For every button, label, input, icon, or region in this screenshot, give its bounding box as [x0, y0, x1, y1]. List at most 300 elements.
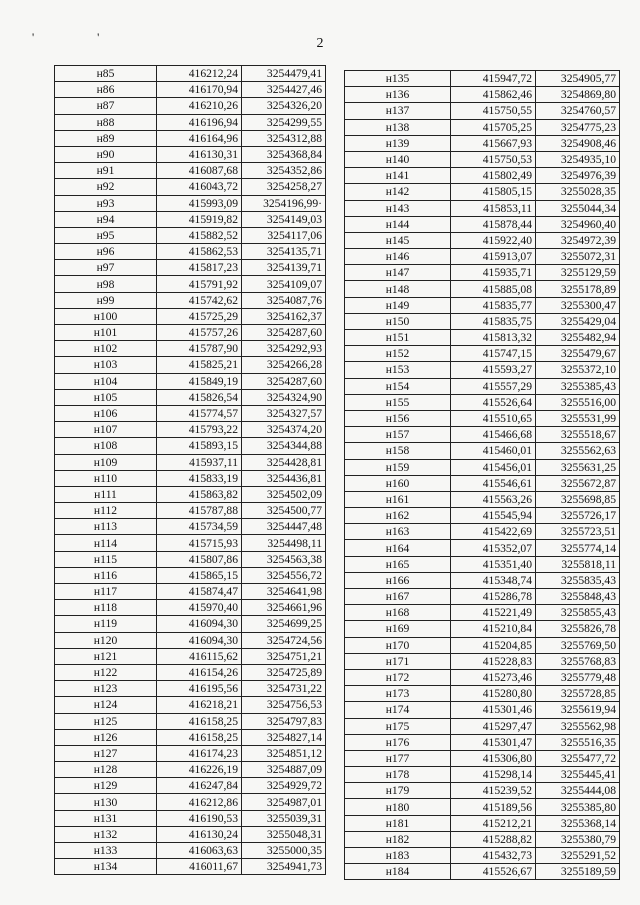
table-row [55, 422, 326, 438]
x-coordinate: 415893,15 [157, 438, 242, 454]
x-coordinate: 415774,57 [157, 405, 242, 421]
y-coordinate: 3254374,20 [242, 422, 326, 438]
x-coordinate: 415546,61 [451, 475, 536, 491]
y-coordinate: 3254887,09 [242, 762, 326, 778]
table-row [55, 778, 326, 794]
table-row [345, 103, 620, 119]
point-id: н113 [55, 519, 157, 535]
table-row [345, 313, 620, 329]
table-row [345, 410, 620, 426]
point-id: н134 [55, 859, 157, 875]
y-coordinate: 3255000,35 [242, 843, 326, 859]
point-id: н144 [345, 216, 451, 232]
point-id: н97 [55, 260, 157, 276]
table-row [345, 71, 620, 87]
y-coordinate: 3255826,78 [536, 621, 620, 637]
x-coordinate: 415221,49 [451, 605, 536, 621]
point-id: н107 [55, 422, 157, 438]
point-id: н172 [345, 669, 451, 685]
table-row [345, 297, 620, 313]
table-row [55, 745, 326, 761]
point-id: н127 [55, 745, 157, 761]
table-row [55, 357, 326, 373]
table-row [55, 179, 326, 195]
point-id: н157 [345, 427, 451, 443]
x-coordinate: 415510,65 [451, 410, 536, 426]
y-coordinate: 3254987,01 [242, 794, 326, 810]
point-id: н105 [55, 389, 157, 405]
scan-marks: ' ' [32, 30, 130, 44]
point-id: н126 [55, 729, 157, 745]
x-coordinate: 416063,63 [157, 843, 242, 859]
x-coordinate: 415862,53 [157, 244, 242, 260]
table-row [345, 346, 620, 362]
y-coordinate: 3255028,35 [536, 184, 620, 200]
point-id: н124 [55, 697, 157, 713]
point-id: н121 [55, 648, 157, 664]
y-coordinate: 3254563,38 [242, 551, 326, 567]
x-coordinate: 415212,21 [451, 815, 536, 831]
x-coordinate: 416115,62 [157, 648, 242, 664]
y-coordinate: 3254479,41 [242, 66, 326, 82]
point-id: н93 [55, 195, 157, 211]
table-row [345, 605, 620, 621]
x-coordinate: 416195,56 [157, 681, 242, 697]
point-id: н90 [55, 146, 157, 162]
point-id: н180 [345, 799, 451, 815]
table-row [55, 373, 326, 389]
y-coordinate: 3254760,57 [536, 103, 620, 119]
point-id: н104 [55, 373, 157, 389]
x-coordinate: 416158,25 [157, 729, 242, 745]
y-coordinate: 3255516,35 [536, 734, 620, 750]
y-coordinate: 3255039,31 [242, 810, 326, 826]
point-id: н147 [345, 265, 451, 281]
y-coordinate: 3254436,81 [242, 470, 326, 486]
table-row [55, 195, 326, 211]
table-row [55, 292, 326, 308]
y-coordinate: 3254641,98 [242, 584, 326, 600]
y-coordinate: 3254427,46 [242, 82, 326, 98]
y-coordinate: 3255562,63 [536, 443, 620, 459]
y-coordinate: 3254087,76 [242, 292, 326, 308]
point-id: н182 [345, 831, 451, 847]
point-id: н164 [345, 540, 451, 556]
point-id: н95 [55, 227, 157, 243]
table-row [345, 330, 620, 346]
point-id: н110 [55, 470, 157, 486]
y-coordinate: 3254905,77 [536, 71, 620, 87]
x-coordinate: 415297,47 [451, 718, 536, 734]
point-id: н175 [345, 718, 451, 734]
x-coordinate: 415456,01 [451, 459, 536, 475]
x-coordinate: 415793,22 [157, 422, 242, 438]
point-id: н142 [345, 184, 451, 200]
point-id: н148 [345, 281, 451, 297]
table-row [55, 454, 326, 470]
table-row [55, 470, 326, 486]
y-coordinate: 3255774,14 [536, 540, 620, 556]
y-coordinate: 3255672,87 [536, 475, 620, 491]
point-id: н168 [345, 605, 451, 621]
table-row [55, 244, 326, 260]
table-row [55, 681, 326, 697]
point-id: н108 [55, 438, 157, 454]
point-id: н117 [55, 584, 157, 600]
table-row [55, 584, 326, 600]
table-row [55, 276, 326, 292]
x-coordinate: 415787,90 [157, 341, 242, 357]
y-coordinate: 3255726,17 [536, 508, 620, 524]
table-row [55, 551, 326, 567]
y-coordinate: 3254196,99· [242, 195, 326, 211]
y-coordinate: 3255372,10 [536, 362, 620, 378]
y-coordinate: 3255848,43 [536, 589, 620, 605]
point-id: н119 [55, 616, 157, 632]
point-id: н100 [55, 308, 157, 324]
table-row [55, 713, 326, 729]
x-coordinate: 415833,19 [157, 470, 242, 486]
point-id: н181 [345, 815, 451, 831]
table-row [345, 783, 620, 799]
x-coordinate: 415849,19 [157, 373, 242, 389]
x-coordinate: 415853,11 [451, 200, 536, 216]
y-coordinate: 3255631,25 [536, 459, 620, 475]
y-coordinate: 3255044,34 [536, 200, 620, 216]
point-id: н151 [345, 330, 451, 346]
table-row [345, 87, 620, 103]
x-coordinate: 416212,24 [157, 66, 242, 82]
point-id: н92 [55, 179, 157, 195]
point-id: н161 [345, 491, 451, 507]
y-coordinate: 3255380,79 [536, 831, 620, 847]
point-id: н138 [345, 119, 451, 135]
x-coordinate: 415189,56 [451, 799, 536, 815]
x-coordinate: 415563,26 [451, 491, 536, 507]
table-row [55, 130, 326, 146]
point-id: н91 [55, 163, 157, 179]
x-coordinate: 416218,21 [157, 697, 242, 713]
point-id: н111 [55, 486, 157, 502]
x-coordinate: 415742,62 [157, 292, 242, 308]
y-coordinate: 3255516,00 [536, 394, 620, 410]
y-coordinate: 3254109,07 [242, 276, 326, 292]
table-row [345, 734, 620, 750]
x-coordinate: 416043,72 [157, 179, 242, 195]
y-coordinate: 3255855,43 [536, 605, 620, 621]
x-coordinate: 416174,23 [157, 745, 242, 761]
x-coordinate: 415813,32 [451, 330, 536, 346]
table-row [345, 491, 620, 507]
y-coordinate: 3255072,31 [536, 249, 620, 265]
point-id: н171 [345, 653, 451, 669]
y-coordinate: 3254299,55 [242, 114, 326, 130]
y-coordinate: 3254935,10 [536, 151, 620, 167]
y-coordinate: 3254287,60 [242, 325, 326, 341]
point-id: н94 [55, 211, 157, 227]
point-id: н183 [345, 848, 451, 864]
x-coordinate: 415298,14 [451, 767, 536, 783]
table-row [345, 848, 620, 864]
x-coordinate: 415835,75 [451, 313, 536, 329]
y-coordinate: 3255531,99 [536, 410, 620, 426]
table-row [345, 151, 620, 167]
x-coordinate: 415807,86 [157, 551, 242, 567]
x-coordinate: 415757,26 [157, 325, 242, 341]
x-coordinate: 415466,68 [451, 427, 536, 443]
table-row [55, 567, 326, 583]
point-id: н170 [345, 637, 451, 653]
y-coordinate: 3254502,09 [242, 486, 326, 502]
y-coordinate: 3255768,83 [536, 653, 620, 669]
y-coordinate: 3255479,67 [536, 346, 620, 362]
y-coordinate: 3254139,71 [242, 260, 326, 276]
table-row [345, 653, 620, 669]
table-row [345, 119, 620, 135]
table-row [345, 686, 620, 702]
x-coordinate: 415557,29 [451, 378, 536, 394]
point-id: н131 [55, 810, 157, 826]
table-row [55, 616, 326, 632]
table-row [345, 184, 620, 200]
y-coordinate: 3254827,14 [242, 729, 326, 745]
point-id: н103 [55, 357, 157, 373]
x-coordinate: 415734,59 [157, 519, 242, 535]
table-row [345, 864, 620, 880]
point-id: н139 [345, 135, 451, 151]
point-id: н165 [345, 556, 451, 572]
table-row [55, 826, 326, 842]
x-coordinate: 415750,53 [451, 151, 536, 167]
y-coordinate: 3255818,11 [536, 556, 620, 572]
x-coordinate: 416154,26 [157, 664, 242, 680]
y-coordinate: 3255385,80 [536, 799, 620, 815]
table-row [55, 762, 326, 778]
table-row [55, 308, 326, 324]
y-coordinate: 3255728,85 [536, 686, 620, 702]
table-row [55, 82, 326, 98]
point-id: н106 [55, 405, 157, 421]
y-coordinate: 3255482,94 [536, 330, 620, 346]
point-id: н132 [55, 826, 157, 842]
x-coordinate: 416087,68 [157, 163, 242, 179]
x-coordinate: 415239,52 [451, 783, 536, 799]
x-coordinate: 415874,47 [157, 584, 242, 600]
table-row [345, 475, 620, 491]
y-coordinate: 3255779,48 [536, 669, 620, 685]
x-coordinate: 415805,15 [451, 184, 536, 200]
x-coordinate: 415705,25 [451, 119, 536, 135]
table-row [345, 815, 620, 831]
x-coordinate: 415725,29 [157, 308, 242, 324]
table-row [55, 98, 326, 114]
y-coordinate: 3254292,93 [242, 341, 326, 357]
point-id: н125 [55, 713, 157, 729]
point-id: н140 [345, 151, 451, 167]
point-id: н118 [55, 600, 157, 616]
table-row [55, 486, 326, 502]
point-id: н89 [55, 130, 157, 146]
page-number: 2 [316, 36, 324, 51]
x-coordinate: 415432,73 [451, 848, 536, 864]
table-row [55, 729, 326, 745]
y-coordinate: 3255300,47 [536, 297, 620, 313]
table-row [345, 394, 620, 410]
x-coordinate: 415306,80 [451, 750, 536, 766]
x-coordinate: 415715,93 [157, 535, 242, 551]
point-id: н160 [345, 475, 451, 491]
y-coordinate: 3254972,39 [536, 232, 620, 248]
y-coordinate: 3254725,89 [242, 664, 326, 680]
table-row [345, 524, 620, 540]
x-coordinate: 415825,21 [157, 357, 242, 373]
y-coordinate: 3254699,25 [242, 616, 326, 632]
y-coordinate: 3254117,06 [242, 227, 326, 243]
y-coordinate: 3255178,89 [536, 281, 620, 297]
y-coordinate: 3254498,11 [242, 535, 326, 551]
point-id: н122 [55, 664, 157, 680]
table-row [345, 589, 620, 605]
table-row [345, 637, 620, 653]
x-coordinate: 415826,54 [157, 389, 242, 405]
table-row [345, 702, 620, 718]
x-coordinate: 416158,25 [157, 713, 242, 729]
point-id: н99 [55, 292, 157, 308]
x-coordinate: 416190,53 [157, 810, 242, 826]
table-row [55, 535, 326, 551]
point-id: н114 [55, 535, 157, 551]
y-coordinate: 3254929,72 [242, 778, 326, 794]
x-coordinate: 415835,77 [451, 297, 536, 313]
table-row [345, 572, 620, 588]
point-id: н96 [55, 244, 157, 260]
table-row [55, 794, 326, 810]
table-row [55, 843, 326, 859]
point-id: н154 [345, 378, 451, 394]
y-coordinate: 3254312,88 [242, 130, 326, 146]
point-id: н133 [55, 843, 157, 859]
point-id: н98 [55, 276, 157, 292]
x-coordinate: 415993,09 [157, 195, 242, 211]
table-row [55, 325, 326, 341]
x-coordinate: 415273,46 [451, 669, 536, 685]
x-coordinate: 415526,67 [451, 864, 536, 880]
table-row [55, 503, 326, 519]
x-coordinate: 415802,49 [451, 168, 536, 184]
y-coordinate: 3255769,50 [536, 637, 620, 653]
y-coordinate: 3254756,53 [242, 697, 326, 713]
y-coordinate: 3254428,81 [242, 454, 326, 470]
x-coordinate: 415878,44 [451, 216, 536, 232]
y-coordinate: 3254368,84 [242, 146, 326, 162]
x-coordinate: 415352,07 [451, 540, 536, 556]
y-coordinate: 3254326,20 [242, 98, 326, 114]
y-coordinate: 3254751,21 [242, 648, 326, 664]
y-coordinate: 3255368,14 [536, 815, 620, 831]
point-id: н141 [345, 168, 451, 184]
x-coordinate: 415288,82 [451, 831, 536, 847]
table-row [345, 540, 620, 556]
point-id: н88 [55, 114, 157, 130]
table-row [345, 556, 620, 572]
x-coordinate: 415885,08 [451, 281, 536, 297]
y-coordinate: 3255129,59 [536, 265, 620, 281]
x-coordinate: 415882,52 [157, 227, 242, 243]
table-row [55, 341, 326, 357]
y-coordinate: 3254960,40 [536, 216, 620, 232]
table-row [345, 168, 620, 184]
table-row [55, 519, 326, 535]
table-row [345, 265, 620, 281]
point-id: н162 [345, 508, 451, 524]
point-id: н135 [345, 71, 451, 87]
point-id: н156 [345, 410, 451, 426]
y-coordinate: 3254869,80 [536, 87, 620, 103]
point-id: н169 [345, 621, 451, 637]
y-coordinate: 3254447,48 [242, 519, 326, 535]
x-coordinate: 415791,92 [157, 276, 242, 292]
point-id: н163 [345, 524, 451, 540]
table-row [345, 831, 620, 847]
table-row [55, 163, 326, 179]
table-row [55, 405, 326, 421]
x-coordinate: 416094,30 [157, 632, 242, 648]
x-coordinate: 415919,82 [157, 211, 242, 227]
y-coordinate: 3254976,39 [536, 168, 620, 184]
table-row [345, 669, 620, 685]
point-id: н116 [55, 567, 157, 583]
y-coordinate: 3254352,86 [242, 163, 326, 179]
table-row [55, 648, 326, 664]
x-coordinate: 415913,07 [451, 249, 536, 265]
y-coordinate: 3255445,41 [536, 767, 620, 783]
point-id: н149 [345, 297, 451, 313]
point-id: н129 [55, 778, 157, 794]
y-coordinate: 3254731,22 [242, 681, 326, 697]
table-row [345, 718, 620, 734]
table-row [55, 664, 326, 680]
point-id: н167 [345, 589, 451, 605]
table-row [55, 632, 326, 648]
point-id: н115 [55, 551, 157, 567]
point-id: н136 [345, 87, 451, 103]
y-coordinate: 3254661,96 [242, 600, 326, 616]
table-row [345, 216, 620, 232]
table-row [55, 810, 326, 826]
point-id: н102 [55, 341, 157, 357]
point-id: н158 [345, 443, 451, 459]
point-id: н153 [345, 362, 451, 378]
y-coordinate: 3255723,51 [536, 524, 620, 540]
table-row [345, 459, 620, 475]
y-coordinate: 3254327,57 [242, 405, 326, 421]
x-coordinate: 415947,72 [451, 71, 536, 87]
x-coordinate: 415817,23 [157, 260, 242, 276]
y-coordinate: 3255291,52 [536, 848, 620, 864]
coordinates-table-right [344, 70, 620, 880]
x-coordinate: 415750,55 [451, 103, 536, 119]
coordinates-table-left [54, 65, 326, 875]
x-coordinate: 416226,19 [157, 762, 242, 778]
point-id: н101 [55, 325, 157, 341]
x-coordinate: 415863,82 [157, 486, 242, 502]
point-id: н143 [345, 200, 451, 216]
point-id: н174 [345, 702, 451, 718]
y-coordinate: 3255477,72 [536, 750, 620, 766]
x-coordinate: 415526,64 [451, 394, 536, 410]
x-coordinate: 415460,01 [451, 443, 536, 459]
x-coordinate: 415935,71 [451, 265, 536, 281]
